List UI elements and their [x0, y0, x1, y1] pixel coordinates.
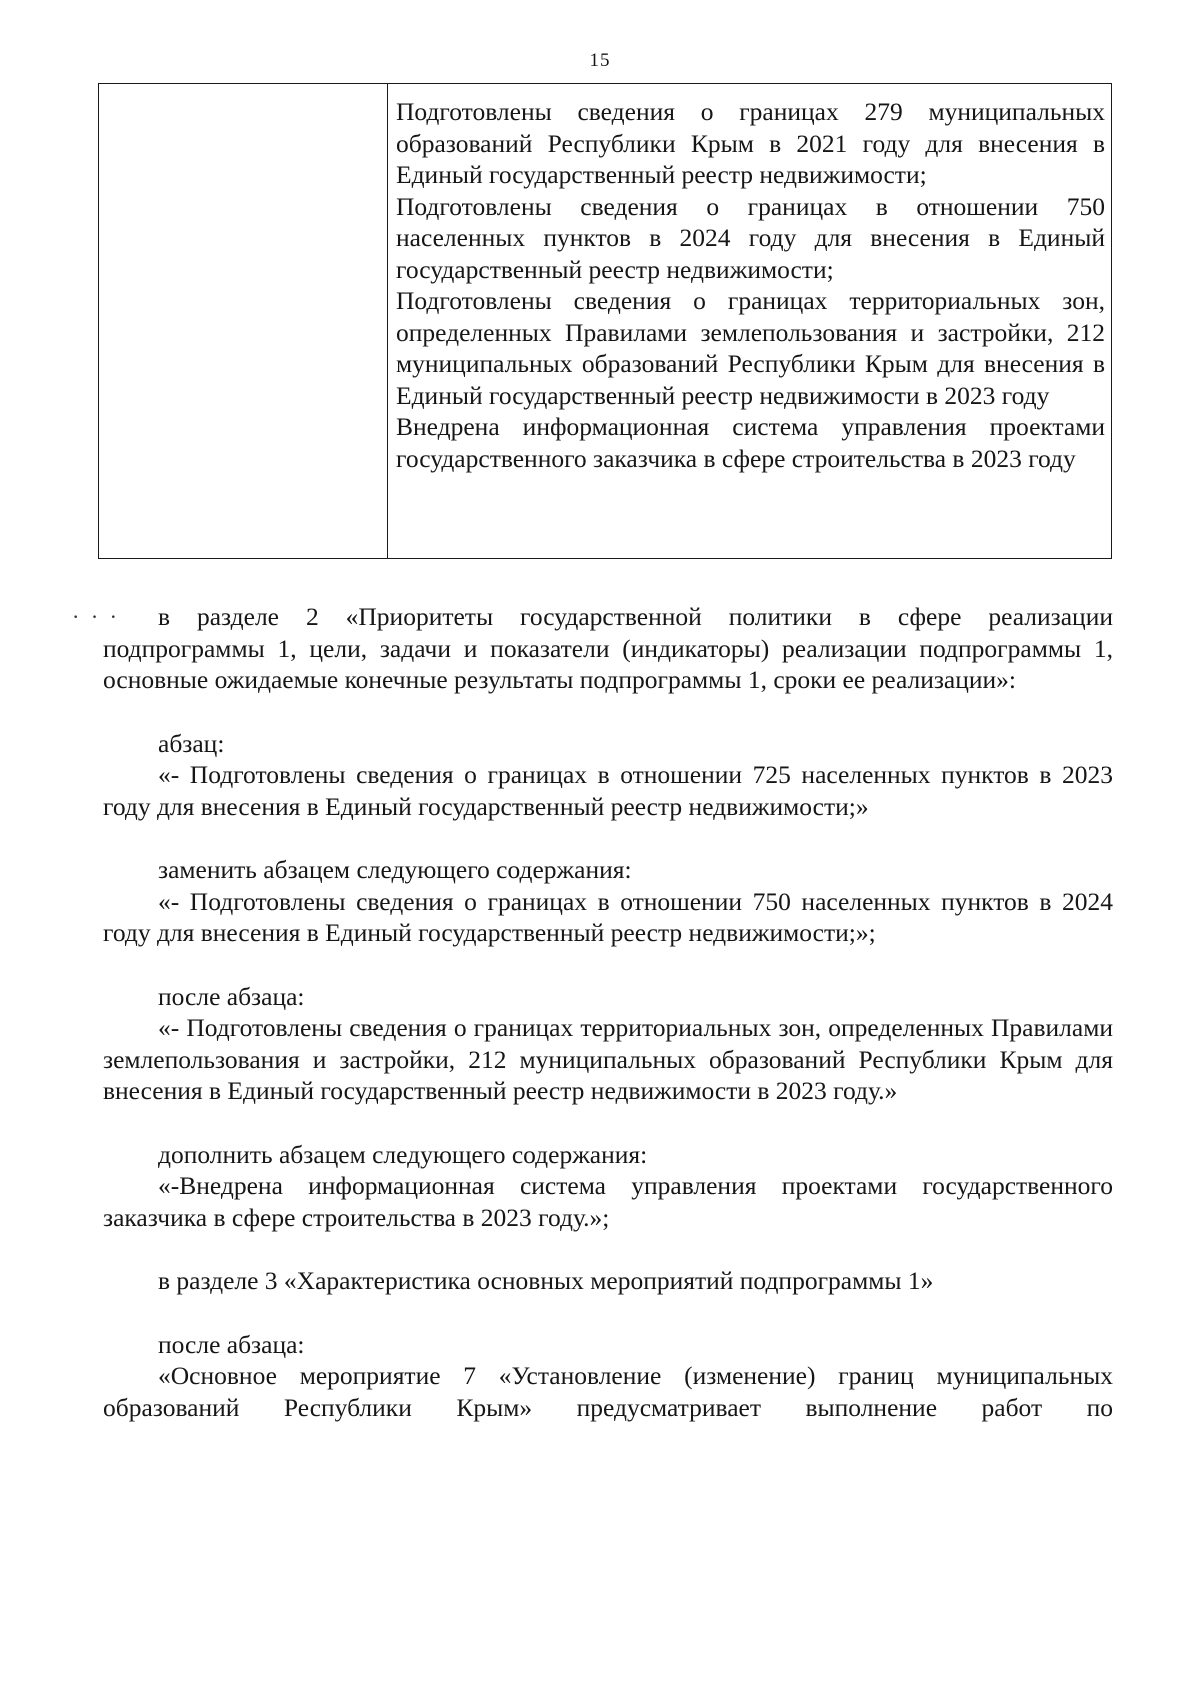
label-after: после абзаца: [158, 981, 305, 1011]
measure-paragraph: «Основное мероприятие 7 «Установление (изменение) границ муниципальных образований Республики Крым» предусматривает выполнение работ по [103, 1361, 1113, 1422]
page-number: 15 [589, 50, 611, 71]
document-body [103, 601, 1113, 1423]
table-cell-results [396, 96, 1105, 474]
old-paragraph: «- Подготовлены сведения о границах в отношении 725 населенных пунктов в 2023 году для внесения в Единый государственный реестр недвижимости;» [103, 760, 1113, 821]
result-item: Подготовлены сведения о границах 279 муниципальных образований Республики Крым в 2021 году для внесения в Единый государственный реестр недвижимости; [396, 97, 1105, 189]
section2-intro: в разделе 2 «Приоритеты государственной политики в сфере реализации подпрограммы 1, цели, задачи и показатели (индикаторы) реализации подпрограммы 1, основные ожидаемые конечные результаты подпрограммы 1, сроки ее реализации»: [103, 602, 1113, 694]
supplement-paragraph: «-Внедрена информационная система управления проектами государственного заказчика в сфере строительства в 2023 году.»; [103, 1171, 1113, 1232]
result-item: Подготовлены сведения о границах территориальных зон, определенных Правилами землепользования и застройки, 212 муниципальных образований Республики Крым для внесения в Единый государственный реестр недвижимости в 2023 году [396, 286, 1105, 410]
table-column-divider [387, 84, 388, 558]
label-supplement: дополнить абзацем следующего содержания: [158, 1139, 648, 1169]
amendment-table [98, 83, 1112, 559]
after-paragraph: «- Подготовлены сведения о границах территориальных зон, определенных Правилами землепользования и застройки, 212 муниципальных образований Республики Крым для внесения в Единый государственный реестр недвижимости в 2023 году.» [103, 1013, 1113, 1105]
new-paragraph: «- Подготовлены сведения о границах в отношении 750 населенных пунктов в 2024 году для внесения в Единый государственный реестр недвижимости;»; [103, 886, 1113, 947]
section3-intro: в разделе 3 «Характеристика основных мероприятий подпрограммы 1» [158, 1266, 934, 1295]
margin-marks: · · · [72, 604, 120, 629]
label-after-2: после абзаца: [158, 1329, 305, 1359]
label-replace: заменить абзацем следующего содержания: [158, 855, 632, 884]
result-item: Подготовлены сведения о границах в отношении 750 населенных пунктов в 2024 году для внесения в Единый государственный реестр недвижимости; [396, 191, 1105, 284]
result-item: Внедрена информационная система управления проектами государственного заказчика в сфере строительства в 2023 году [396, 412, 1105, 473]
label-paragraph: абзац: [158, 728, 225, 758]
